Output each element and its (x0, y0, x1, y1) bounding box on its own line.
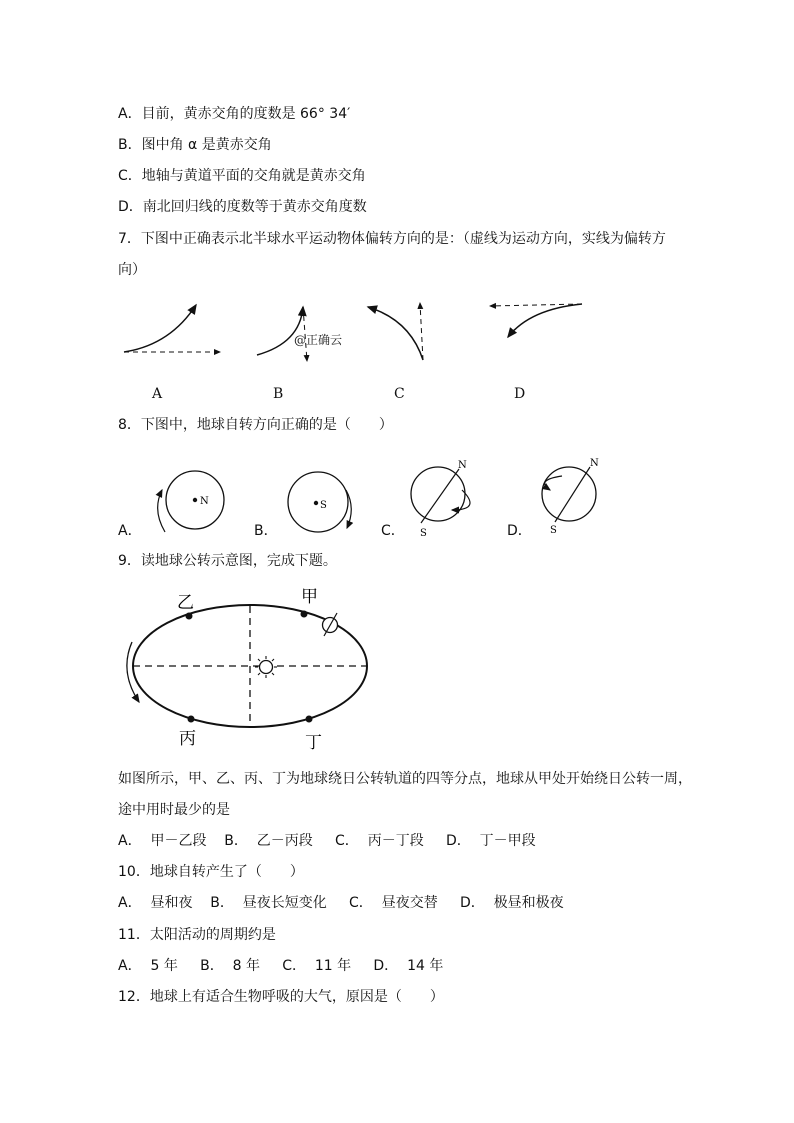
q9-stem: 9．读地球公转示意图，完成下题。 (118, 553, 337, 569)
point-ding (306, 716, 313, 723)
q8-globe-a (158, 471, 224, 532)
q8-label-c: C． (381, 523, 405, 539)
q12-stem: 12．地球上有适合生物呼吸的大气，原因是（ ） (118, 989, 444, 1005)
q8-pole-s-d: S (550, 525, 557, 536)
q10-options: A． 昼和夜 B． 昼夜长短变化 C． 昼夜交替 D． 极昼和极夜 (118, 895, 564, 911)
q7-diagram-c (368, 303, 423, 360)
q7-diagram-b (257, 307, 342, 361)
q8-globe-d (542, 458, 599, 536)
label-bing: 丙 (179, 729, 196, 749)
label-ding: 丁 (305, 733, 322, 753)
q10-stem: 10．地球自转产生了（ ） (118, 864, 304, 880)
q7-deflection-figure (110, 295, 610, 375)
point-yi (186, 613, 193, 620)
q11-options: A． 5 年 B． 8 年 C． 11 年 D． 14 年 (118, 958, 444, 974)
q8-pole-n-a: N (200, 496, 209, 507)
q9-question-line2: 途中用时最少的是 (118, 802, 230, 818)
q9-question-line1: 如图所示，甲、乙、丙、丁为地球绕日公转轨道的四等分点，地球从甲处开始绕日公转一周， (118, 771, 692, 787)
q7-diagram-a (124, 305, 220, 352)
orbit-diagram (115, 580, 385, 755)
point-jia (301, 611, 308, 618)
q8-pole-n-d: N (590, 458, 599, 469)
q7-label-a: A (152, 386, 163, 402)
q9-options: A． 甲－乙段 B． 乙－丙段 C． 丙－丁段 D． 丁－甲段 (118, 833, 536, 849)
q8-rotation-figure (110, 452, 630, 544)
q6-option-c: C．地轴与黄道平面的交角就是黄赤交角 (118, 168, 366, 184)
q8-pole-n-c: N (458, 460, 467, 471)
q7-label-b: B (273, 386, 284, 402)
sun-icon (255, 656, 277, 678)
q7-stem-line1: 7．下图中正确表示北半球水平运动物体偏转方向的是：（虚线为运动方向，实线为偏转方 (118, 231, 666, 247)
q7-label-c: C (394, 386, 405, 402)
q8-pole-s-b: S (320, 500, 327, 511)
label-jia: 甲 (301, 587, 318, 607)
q6-option-b: B．图中角 α 是黄赤交角 (118, 137, 272, 153)
label-yi: 乙 (177, 593, 194, 613)
q6-option-a: A．目前，黄赤交角的度数是 66° 34′ (118, 106, 351, 122)
q8-label-a: A． (118, 523, 142, 539)
q8-pole-s-c: S (420, 528, 427, 539)
point-bing (188, 716, 195, 723)
q8-stem: 8．下图中，地球自转方向正确的是（ ） (118, 417, 393, 433)
q7-stem-line2: 向） (118, 262, 146, 278)
q7-label-d: D (514, 386, 526, 402)
q8-label-d: D． (507, 523, 532, 539)
watermark-text: @正确云 (294, 333, 343, 347)
q11-stem: 11．太阳活动的周期约是 (118, 927, 276, 943)
q7-diagram-d (490, 304, 582, 337)
q8-globe-c (411, 460, 470, 539)
q8-label-b: B． (254, 523, 278, 539)
q8-globe-b (288, 472, 351, 532)
earth-icon (323, 613, 338, 636)
q6-option-d: D．南北回归线的度数等于黄赤交角度数 (118, 199, 367, 215)
